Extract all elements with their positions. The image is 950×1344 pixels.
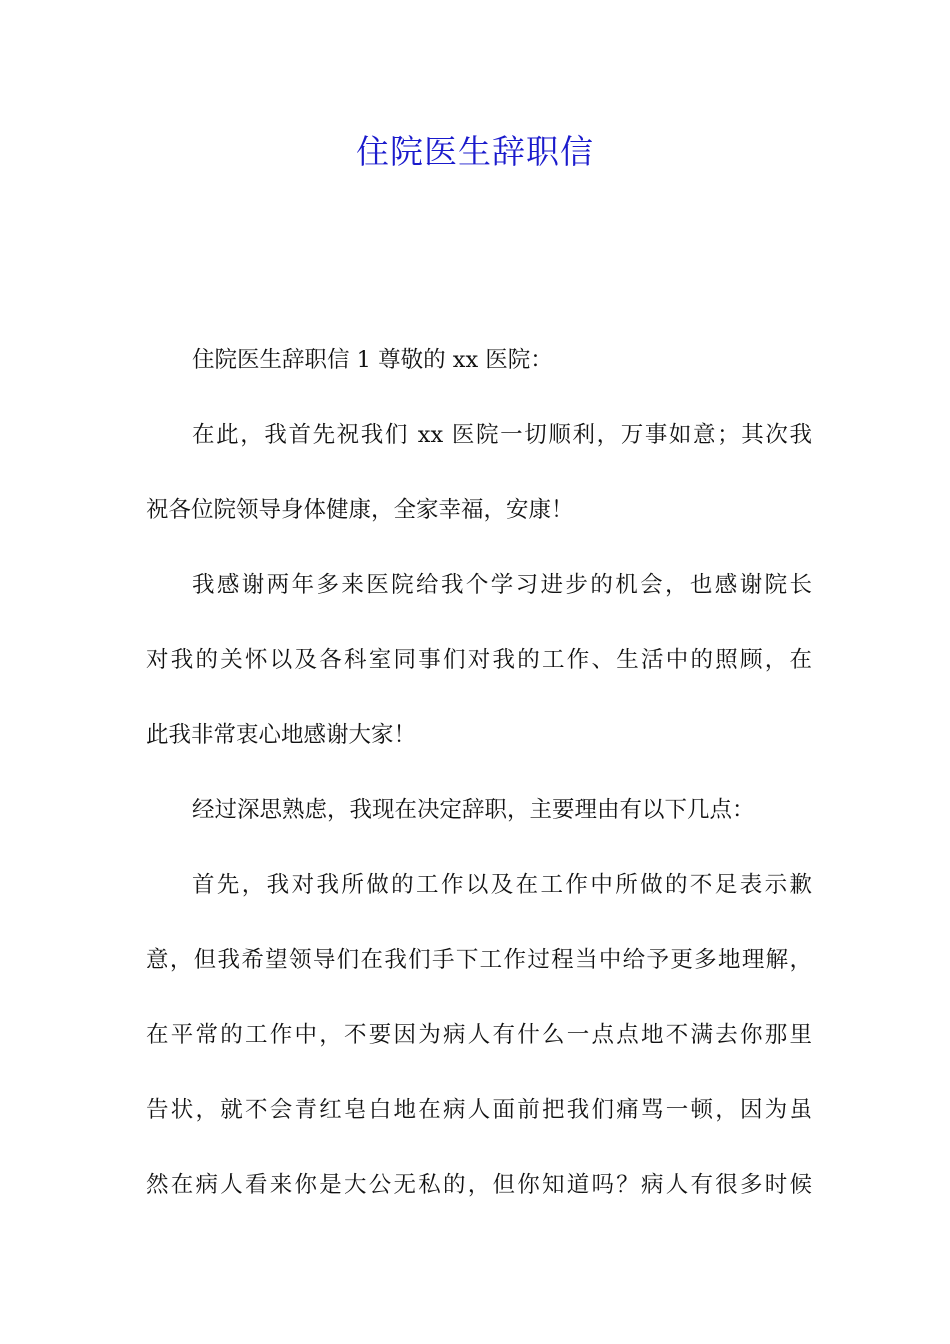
document-title: 住院医生辞职信 [356, 132, 594, 171]
text-line: 祝各位院领导身体健康，全家幸福，安康！ [146, 497, 574, 523]
text-line: 住院医生辞职信 1 尊敬的 xx 医院： [192, 347, 553, 373]
text-line: 对我的关怀以及各科室同事们对我的工作、生活中的照顾，在 [146, 647, 812, 673]
text-line: 经过深思熟虑，我现在决定辞职，主要理由有以下几点： [192, 797, 755, 823]
text-line: 此我非常衷心地感谢大家！ [146, 722, 417, 748]
text-line: 告状，就不会青红皂白地在病人面前把我们痛骂一顿，因为虽 [146, 1097, 812, 1123]
text-line: 首先，我对我所做的工作以及在工作中所做的不足表示歉 [192, 872, 812, 898]
text-line: 在此，我首先祝我们 xx 医院一切顺利，万事如意；其次我 [192, 422, 812, 448]
document-body [146, 338, 812, 1238]
text-line: 我感谢两年多来医院给我个学习进步的机会，也感谢院长 [192, 572, 812, 598]
text-line: 然在病人看来你是大公无私的，但你知道吗？病人有很多时候 [146, 1172, 812, 1198]
text-line: 意，但我希望领导们在我们手下工作过程当中给予更多地理解， [146, 947, 812, 973]
text-line: 在平常的工作中，不要因为病人有什么一点点地不满去你那里 [146, 1022, 812, 1048]
